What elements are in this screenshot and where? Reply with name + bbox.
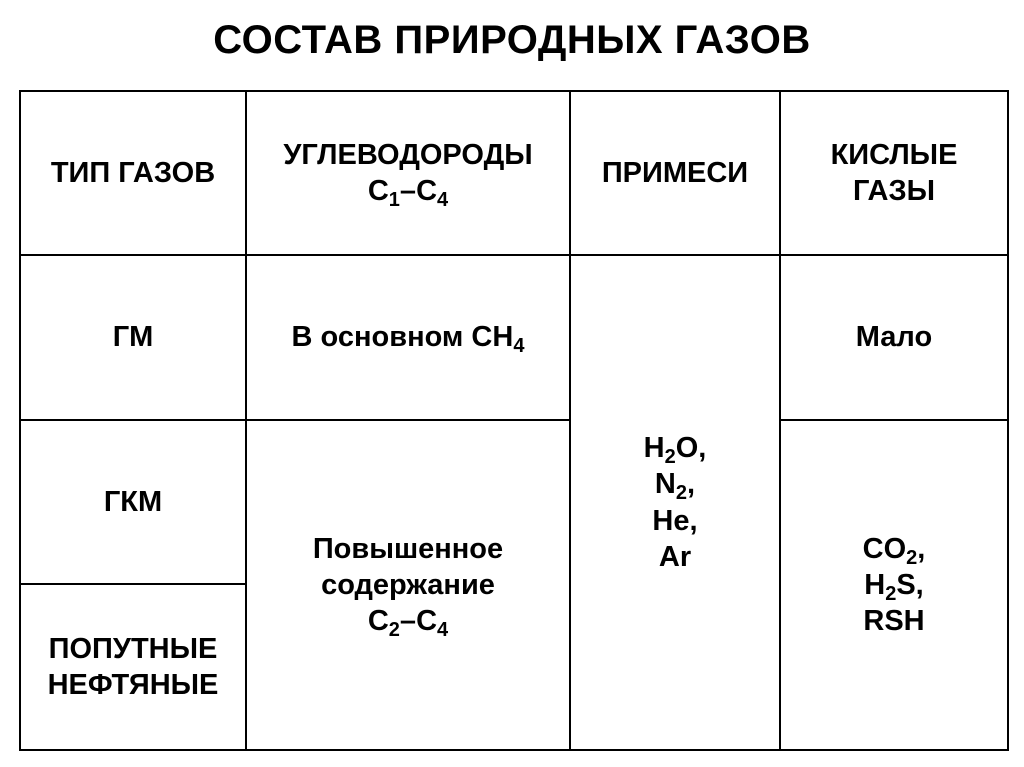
header-impurities [570, 91, 780, 255]
formula-part: H [643, 432, 665, 464]
cell-acid-gases [780, 420, 1008, 750]
formula-subscript: 1 [388, 189, 400, 211]
header-gas-type-label: ТИП ГАЗОВ [50, 156, 216, 189]
increased-line2: содержание [321, 568, 495, 601]
cell-gkm-type [20, 420, 246, 584]
acid-co2 [787, 531, 1001, 567]
header-acid-gases [780, 91, 1008, 255]
formula-part: O, [675, 432, 707, 464]
formula-subscript: 4 [437, 619, 449, 642]
cell-increased-content [246, 420, 570, 750]
formula-subscript: 2 [885, 582, 897, 605]
impurity-he: He, [652, 504, 698, 537]
cell-impurities [570, 255, 780, 750]
header-hydrocarbons-label: УГЛЕВОДОРОДЫ [283, 138, 533, 171]
formula-subscript: 2 [664, 446, 676, 468]
table-row-gkm [20, 420, 1008, 584]
cell-gm-acid [780, 255, 1008, 420]
formula-part: C [416, 605, 438, 638]
gas-composition-table [19, 90, 1009, 751]
acid-h2s [787, 567, 1001, 603]
table-row-gm [20, 255, 1008, 420]
gm-type-label: ГМ [112, 321, 154, 354]
impurity-ar: Ar [658, 540, 692, 573]
header-acid-line1: КИСЛЫЕ [830, 138, 958, 171]
formula-dash: – [399, 605, 417, 638]
acid-rsh: RSH [863, 605, 925, 638]
header-hydrocarbons [246, 91, 570, 255]
table-header-row [20, 91, 1008, 255]
formula-dash: – [399, 175, 417, 207]
formula-part: , [917, 532, 926, 565]
increased-line1: Повышенное [312, 532, 504, 565]
formula-subscript: 2 [388, 619, 400, 642]
header-hydrocarbons-formula [253, 173, 563, 209]
cell-gm-type [20, 255, 246, 420]
gm-acid-text: Мало [855, 321, 933, 354]
increased-formula [253, 603, 563, 642]
page-title: СОСТАВ ПРИРОДНЫХ ГАЗОВ [213, 18, 811, 62]
formula-part: CO [862, 532, 907, 565]
formula-subscript: 2 [906, 546, 918, 569]
formula-part: S, [896, 568, 924, 601]
formula-subscript: 2 [675, 482, 687, 505]
cell-gm-hydrocarbons [246, 255, 570, 420]
header-acid-line2: ГАЗЫ [852, 175, 936, 207]
formula-part: H [864, 568, 886, 601]
gm-hydrocarbons-subscript: 4 [513, 335, 525, 358]
formula-part: C [367, 605, 389, 638]
cell-associated-type [20, 584, 246, 750]
formula-part: C [367, 175, 389, 207]
formula-part: , [687, 468, 696, 501]
associated-line1: ПОПУТНЫЕ [48, 632, 218, 665]
impurity-h2o [577, 430, 773, 466]
gm-hydrocarbons-text: В основном CH [291, 321, 514, 354]
impurity-n2 [577, 466, 773, 505]
associated-line2: НЕФТЯНЫЕ [47, 669, 219, 701]
formula-subscript: 4 [437, 189, 449, 211]
gkm-type-label: ГКМ [103, 485, 163, 518]
formula-part: N [654, 468, 676, 501]
header-gas-type [20, 91, 246, 255]
header-impurities-label: ПРИМЕСИ [601, 156, 749, 189]
formula-part: C [416, 175, 438, 207]
